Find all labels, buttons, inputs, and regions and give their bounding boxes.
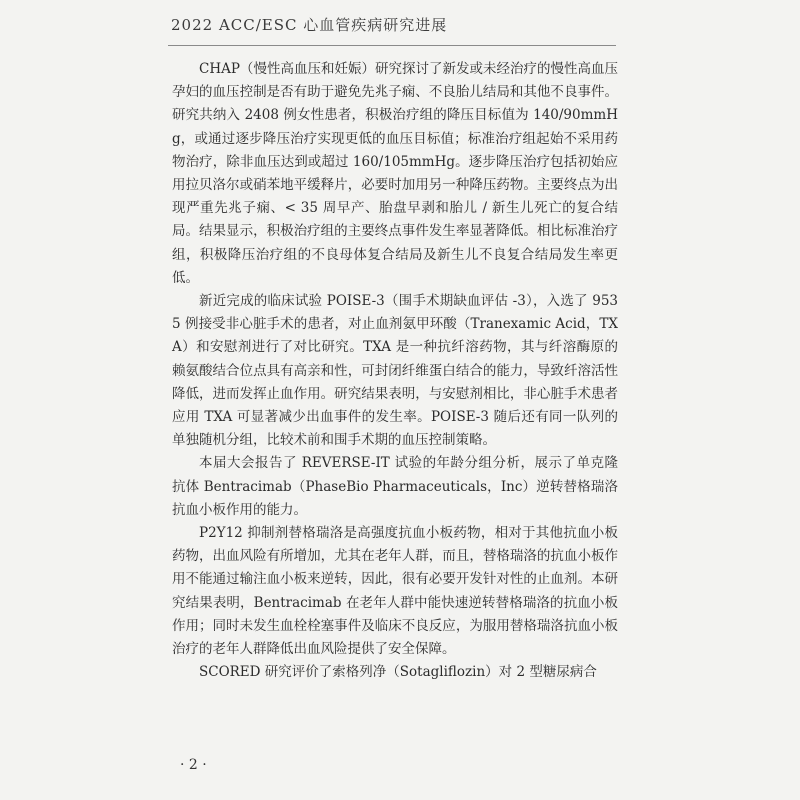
body-text [172,58,618,684]
header-rule [168,45,616,46]
paragraph-chap: CHAP（慢性高血压和妊娠）研究探讨了新发或未经治疗的慢性高血压孕妇的血压控制是否有助于避免先兆子痫、不良胎儿结局和其他不良事件。研究共纳入 2408 例女性患者，积极治疗组的降压目标值为 140/90mmHg，或通过逐步降压治疗实现更低的血压目标值；标准治疗组起始不采用药物治疗，除非血压达到或超过 160/105mmHg。逐步降压治疗包括初始应用拉贝洛尔或硝苯地平缓释片，必要时加用另一种降压药物。主要终点为出现严重先兆子痫、< 35 周早产、胎盘早剥和胎儿 / 新生儿死亡的复合结局。结果显示，积极治疗组的主要终点事件发生率显著降低。相比标准治疗组，积极降压治疗组的不良母体复合结局及新生儿不良复合结局发生率更低。 [172,61,618,286]
running-header: 2022 ACC/ESC 心血管疾病研究进展 [171,16,448,34]
paragraph-poise-3: 新近完成的临床试验 POISE-3（围手术期缺血评估 -3），入选了 9535 例接受非心脏手术的患者，对止血剂氨甲环酸（Tranexamic Acid，TXA）和安慰剂进行了对比研究。TXA 是一种抗纤溶药物，其与纤溶酶原的赖氨酸结合位点具有高亲和性，可封闭纤维蛋白结合的能力，导致纤溶活性降低，进而发挥止血作用。研究结果表明，与安慰剂相比，非心脏手术患者应用 TXA 可显著减少出血事件的发生率。POISE-3 随后还有同一队列的单独随机分组，比较术前和围手术期的血压控制策略。 [172,293,618,449]
paragraph-reverse-it: 本届大会报告了 REVERSE-IT 试验的年龄分组分析，展示了单克隆抗体 Bentracimab（PhaseBio Pharmaceuticals，Inc）逆转替格瑞洛抗血小板作用的能力。 [172,455,618,518]
paragraph-p2y12: P2Y12 抑制剂替格瑞洛是高强度抗血小板药物，相对于其他抗血小板药物，出血风险有所增加，尤其在老年人群，而且，替格瑞洛的抗血小板作用不能通过输注血小板来逆转，因此，很有必要开发针对性的止血剂。本研究结果表明，Bentracimab 在老年人群中能快速逆转替格瑞洛的抗血小板作用；同时未发生血栓栓塞事件及临床不良反应，为服用替格瑞洛抗血小板治疗的老年人群降低出血风险提供了安全保障。 [172,525,618,658]
page-number: · 2 · [180,757,207,773]
paragraph-scored: SCORED 研究评价了索格列净（Sotagliflozin）对 2 型糖尿病合 [199,664,597,681]
